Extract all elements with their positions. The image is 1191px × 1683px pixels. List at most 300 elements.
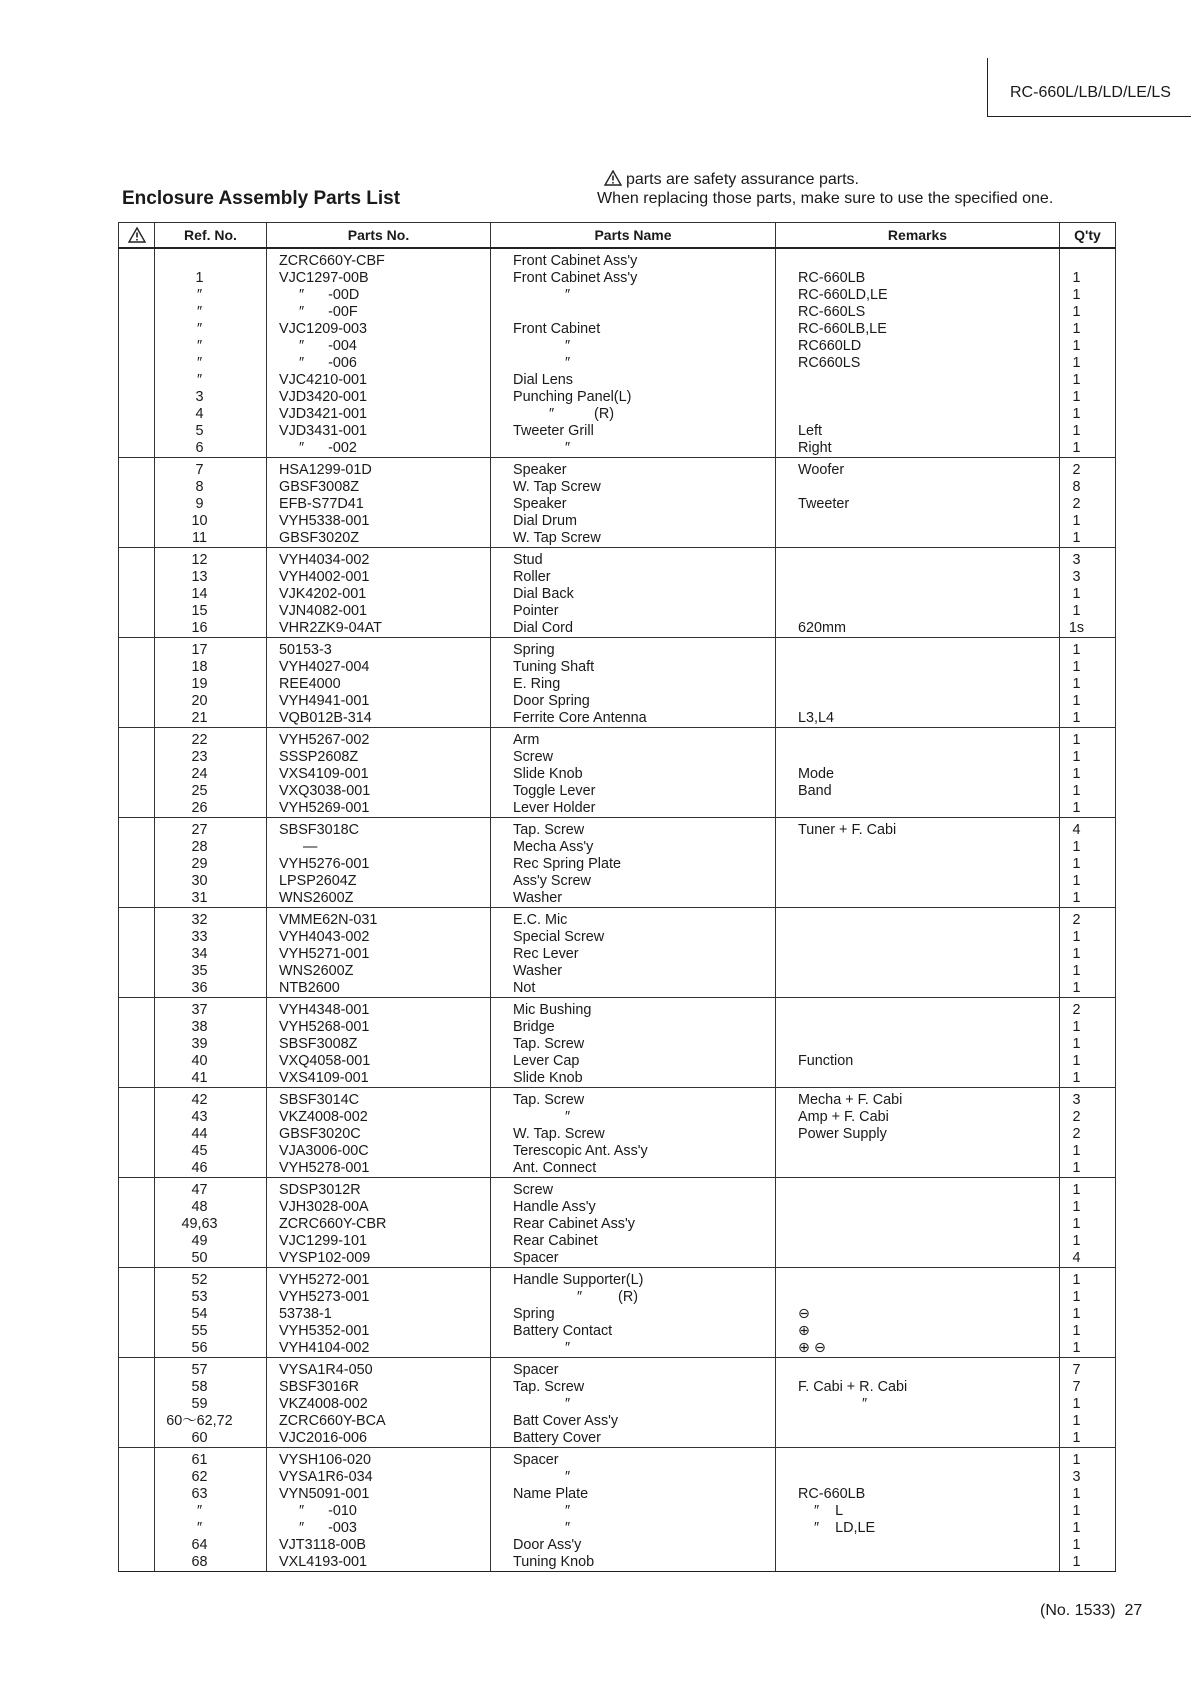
cell-line: [776, 980, 1059, 997]
cell-line: Terescopic Ant. Ass'y: [513, 1143, 648, 1159]
cell-line: 1: [1072, 530, 1081, 546]
cell-line: [119, 1486, 154, 1503]
remarks-header: Remarks: [776, 223, 1060, 249]
cell-line: [119, 552, 154, 569]
cell-line: [119, 270, 154, 287]
cell-line: Pointer: [513, 603, 559, 619]
ref-no-cell: [155, 1178, 267, 1268]
cell-line: 50153-3: [279, 642, 332, 658]
cell-line: [776, 1182, 1059, 1199]
cell-line: 46: [191, 1160, 208, 1176]
cell-line: 40: [191, 1053, 208, 1069]
cell-line: [119, 1340, 154, 1357]
table-header-row: [119, 223, 1116, 249]
cell-line: Tuning Knob: [513, 1554, 595, 1570]
cell-line: VKZ4008-002: [279, 1109, 368, 1125]
cell-line: [119, 839, 154, 856]
ref-no-cell: [155, 1088, 267, 1178]
parts-no-cell: [267, 458, 491, 548]
cell-line: [119, 1306, 154, 1323]
cell-line: ″: [196, 287, 203, 303]
cell-line: [119, 732, 154, 749]
cell-line: RC660LD: [798, 338, 862, 354]
cell-line: ″: [196, 1520, 203, 1536]
cell-line: Battery Contact: [513, 1323, 613, 1339]
cell-line: 1: [1072, 980, 1081, 996]
cell-line: VJD3421-001: [279, 406, 368, 422]
qty-cell: [1060, 998, 1116, 1088]
cell-line: Tweeter Grill: [513, 423, 594, 439]
table-row-group: [119, 998, 1116, 1088]
cell-line: 1: [1072, 1554, 1081, 1570]
cell-line: Tap. Screw: [513, 1036, 585, 1052]
cell-line: Front Cabinet: [513, 321, 601, 337]
cell-line: 1: [1072, 423, 1081, 439]
cell-line: VYH4043-002: [279, 929, 370, 945]
cell-line: [491, 304, 775, 321]
cell-line: 1: [1072, 1520, 1081, 1536]
cell-line: 38: [191, 1019, 208, 1035]
cell-line: VJT3118-00B: [279, 1537, 366, 1553]
cell-line: Tuner + F. Cabi: [798, 822, 897, 838]
cell-line: ″ -010: [279, 1503, 357, 1519]
cell-line: [119, 1396, 154, 1413]
cell-line: [776, 676, 1059, 693]
cell-line: Lever Cap: [513, 1053, 580, 1069]
cell-line: ⊖: [798, 1306, 811, 1322]
cell-line: 44: [191, 1126, 208, 1142]
cell-line: [119, 1036, 154, 1053]
cell-line: [119, 1520, 154, 1537]
cell-line: W. Tap. Screw: [513, 1126, 605, 1142]
ref-no-cell: [155, 1268, 267, 1358]
parts-name-header: Parts Name: [491, 223, 776, 249]
cell-line: ″: [513, 355, 571, 371]
cell-line: VYH5271-001: [279, 946, 370, 962]
safety-cell: [119, 248, 155, 458]
cell-line: Front Cabinet Ass'y: [513, 270, 638, 286]
cell-line: [776, 1143, 1059, 1160]
cell-line: VYH5269-001: [279, 800, 370, 816]
cell-line: [776, 530, 1059, 547]
parts-no-cell: [267, 638, 491, 728]
cell-line: VYN5091-001: [279, 1486, 370, 1502]
cell-line: 1: [1072, 1160, 1081, 1176]
remarks-cell: [776, 1268, 1060, 1358]
cell-line: ″ -00F: [279, 304, 358, 320]
cell-line: Amp + F. Cabi: [798, 1109, 889, 1125]
cell-line: Power Supply: [798, 1126, 887, 1142]
cell-line: 1: [1072, 800, 1081, 816]
cell-line: [776, 873, 1059, 890]
cell-line: [119, 929, 154, 946]
safety-notice-line1: [604, 170, 859, 189]
cell-line: 1: [1072, 1199, 1081, 1215]
cell-line: [119, 406, 154, 423]
cell-line: 35: [191, 963, 208, 979]
cell-line: [119, 1109, 154, 1126]
cell-line: ″: [513, 338, 571, 354]
cell-line: VYSP102-009: [279, 1250, 371, 1266]
cell-line: Lever Holder: [513, 800, 596, 816]
cell-line: 1: [1072, 783, 1081, 799]
cell-line: ″: [513, 1520, 571, 1536]
cell-line: RC660LS: [798, 355, 861, 371]
cell-line: VYH5272-001: [279, 1272, 370, 1288]
cell-line: [776, 372, 1059, 389]
cell-line: Door Spring: [513, 693, 590, 709]
cell-line: [119, 462, 154, 479]
table-row-group: [119, 728, 1116, 818]
cell-line: VYH4104-002: [279, 1340, 370, 1356]
cell-line: VJC2016-006: [279, 1430, 368, 1446]
cell-line: VJC1299-101: [279, 1233, 368, 1249]
cell-line: [776, 749, 1059, 766]
cell-line: VYH4034-002: [279, 552, 370, 568]
cell-line: ″: [196, 338, 203, 354]
cell-line: RC-660LD,LE: [798, 287, 888, 303]
cell-line: EFB-S77D41: [279, 496, 364, 512]
ref-no-cell: [155, 1358, 267, 1448]
cell-line: 1: [1072, 1070, 1081, 1086]
cell-line: Function: [798, 1053, 854, 1069]
ref-no-cell: [155, 818, 267, 908]
cell-line: 1: [1072, 1143, 1081, 1159]
parts-name-cell: [491, 998, 776, 1088]
cell-line: ″: [798, 1396, 868, 1412]
cell-line: 1: [1072, 1413, 1081, 1429]
table-row-group: [119, 1088, 1116, 1178]
parts-name-cell: [491, 1088, 776, 1178]
cell-line: 52: [191, 1272, 208, 1288]
cell-line: 14: [191, 586, 208, 602]
cell-line: VYH5267-002: [279, 732, 370, 748]
cell-line: ″: [196, 1503, 203, 1519]
cell-line: 62: [191, 1469, 208, 1485]
cell-line: [776, 856, 1059, 873]
cell-line: VJN4082-001: [279, 603, 368, 619]
cell-line: SBSF3016R: [279, 1379, 359, 1395]
cell-line: 1: [1072, 304, 1081, 320]
cell-line: Dial Drum: [513, 513, 577, 529]
cell-line: 1: [1072, 1289, 1081, 1305]
parts-name-cell: [491, 1358, 776, 1448]
cell-line: ⊕: [798, 1323, 811, 1339]
cell-line: Spacer: [513, 1452, 559, 1468]
cell-line: [776, 1002, 1059, 1019]
cell-line: Front Cabinet Ass'y: [513, 253, 638, 269]
cell-line: 1: [1072, 355, 1081, 371]
safety-cell: [119, 1448, 155, 1572]
cell-line: Dial Cord: [513, 620, 573, 636]
qty-cell: [1060, 458, 1116, 548]
cell-line: 54: [191, 1306, 208, 1322]
qty-header: Q'ty: [1060, 223, 1116, 249]
cell-line: Woofer: [798, 462, 845, 478]
cell-line: 1: [1072, 749, 1081, 765]
cell-line: 1: [1072, 603, 1081, 619]
cell-line: VYH5278-001: [279, 1160, 370, 1176]
model-header-box: [987, 58, 1191, 117]
cell-line: [119, 642, 154, 659]
remarks-cell: [776, 248, 1060, 458]
cell-line: Mecha Ass'y: [513, 839, 594, 855]
cell-line: Band: [798, 783, 832, 799]
qty-cell: [1060, 728, 1116, 818]
parts-no-cell: [267, 998, 491, 1088]
cell-line: VYH5352-001: [279, 1323, 370, 1339]
cell-line: ″: [513, 1396, 571, 1412]
cell-line: [119, 1182, 154, 1199]
cell-line: 36: [191, 980, 208, 996]
page-number: 27: [1124, 1602, 1143, 1619]
cell-line: Washer: [513, 963, 563, 979]
cell-line: VYH4348-001: [279, 1002, 370, 1018]
cell-line: 1: [1072, 1503, 1081, 1519]
cell-line: 1: [1072, 659, 1081, 675]
cell-line: VYSA1R4-050: [279, 1362, 373, 1378]
safety-cell: [119, 548, 155, 638]
cell-line: [776, 1452, 1059, 1469]
table-row-group: [119, 1358, 1116, 1448]
parts-name-cell: [491, 818, 776, 908]
cell-line: 2: [1072, 462, 1081, 478]
remarks-cell: [776, 548, 1060, 638]
parts-no-cell: [267, 1448, 491, 1572]
cell-line: 1: [1072, 1182, 1081, 1198]
cell-line: 4: [195, 406, 204, 422]
page-title: Enclosure Assembly Parts List: [122, 188, 401, 209]
cell-line: 1: [1072, 676, 1081, 692]
cell-line: 3: [1072, 552, 1081, 568]
cell-line: [776, 642, 1059, 659]
cell-line: [776, 1199, 1059, 1216]
cell-line: L3,L4: [798, 710, 835, 726]
cell-line: ″ -00D: [279, 287, 360, 303]
cell-line: VYH5273-001: [279, 1289, 370, 1305]
table-row-group: [119, 908, 1116, 998]
parts-name-cell: [491, 1268, 776, 1358]
cell-line: 1: [1072, 929, 1081, 945]
cell-line: 64: [191, 1537, 208, 1553]
cell-line: [776, 929, 1059, 946]
safety-cell: [119, 638, 155, 728]
cell-line: 2: [1072, 1109, 1081, 1125]
cell-line: VYH5276-001: [279, 856, 370, 872]
remarks-cell: [776, 1448, 1060, 1572]
cell-line: Door Ass'y: [513, 1537, 582, 1553]
cell-line: [119, 1250, 154, 1267]
cell-line: [119, 873, 154, 890]
cell-line: Rear Cabinet: [513, 1233, 598, 1249]
cell-line: 30: [191, 873, 208, 889]
table-row-group: [119, 458, 1116, 548]
remarks-cell: [776, 1178, 1060, 1268]
cell-line: VYH5338-001: [279, 513, 370, 529]
cell-line: 8: [195, 479, 204, 495]
cell-line: 1s: [1068, 620, 1085, 636]
cell-line: 3: [1072, 569, 1081, 585]
cell-line: SBSF3008Z: [279, 1036, 358, 1052]
cell-line: 55: [191, 1323, 208, 1339]
table-row-group: [119, 1448, 1116, 1572]
cell-line: ″: [513, 1469, 571, 1485]
cell-line: Battery Cover: [513, 1430, 601, 1446]
parts-name-cell: [491, 458, 776, 548]
cell-line: 19: [191, 676, 208, 692]
cell-line: 1: [1072, 338, 1081, 354]
cell-line: VQB012B-314: [279, 710, 372, 726]
cell-line: 1: [1072, 873, 1081, 889]
cell-line: [155, 253, 266, 270]
safety-cell: [119, 728, 155, 818]
safety-cell: [119, 458, 155, 548]
cell-line: VYSA1R6-034: [279, 1469, 373, 1485]
cell-line: Stud: [513, 552, 543, 568]
cell-line: 3: [1072, 1092, 1081, 1108]
cell-line: 1: [1072, 963, 1081, 979]
cell-line: VXS4109-001: [279, 766, 369, 782]
cell-line: Ass'y Screw: [513, 873, 591, 889]
cell-line: W. Tap Screw: [513, 479, 601, 495]
cell-line: ″: [513, 1503, 571, 1519]
qty-cell: [1060, 1088, 1116, 1178]
cell-line: [119, 423, 154, 440]
cell-line: [119, 800, 154, 817]
cell-line: 1: [1072, 1233, 1081, 1249]
cell-line: Tap. Screw: [513, 1092, 585, 1108]
cell-line: 7: [1072, 1362, 1081, 1378]
cell-line: VJK4202-001: [279, 586, 367, 602]
cell-line: 63: [191, 1486, 208, 1502]
cell-line: [776, 659, 1059, 676]
cell-line: 6: [195, 440, 204, 456]
ref-no-cell: [155, 1448, 267, 1572]
cell-line: Speaker: [513, 496, 567, 512]
cell-line: [119, 1554, 154, 1571]
cell-line: Tap. Screw: [513, 822, 585, 838]
warning-triangle-icon: [119, 227, 154, 243]
cell-line: [776, 479, 1059, 496]
cell-line: ZCRC660Y-CBF: [279, 253, 385, 269]
cell-line: Rear Cabinet Ass'y: [513, 1216, 635, 1232]
cell-line: [119, 321, 154, 338]
cell-line: ⊕ ⊖: [798, 1340, 827, 1356]
cell-line: 53: [191, 1289, 208, 1305]
cell-line: [119, 1160, 154, 1177]
cell-line: ″: [196, 304, 203, 320]
cell-line: Rec Lever: [513, 946, 579, 962]
cell-line: 29: [191, 856, 208, 872]
table-row-group: [119, 1178, 1116, 1268]
cell-line: 1: [1072, 839, 1081, 855]
cell-line: 61: [191, 1452, 208, 1468]
cell-line: 1: [1072, 1306, 1081, 1322]
cell-line: 1: [1072, 1053, 1081, 1069]
cell-line: 3: [1072, 1469, 1081, 1485]
cell-line: 1: [1072, 1340, 1081, 1356]
warning-triangle-icon: [604, 170, 622, 186]
cell-line: VHR2ZK9-04AT: [279, 620, 382, 636]
cell-line: [776, 1469, 1059, 1486]
cell-line: [119, 693, 154, 710]
cell-line: Name Plate: [513, 1486, 589, 1502]
cell-line: [119, 1126, 154, 1143]
cell-line: [119, 513, 154, 530]
cell-line: RC-660LB: [798, 1486, 866, 1502]
ref-no-cell: [155, 638, 267, 728]
cell-line: [776, 1233, 1059, 1250]
cell-line: 1: [1072, 1452, 1081, 1468]
cell-line: [119, 569, 154, 586]
cell-line: 50: [191, 1250, 208, 1266]
parts-no-cell: [267, 1088, 491, 1178]
cell-line: WNS2600Z: [279, 890, 354, 906]
cell-line: Washer: [513, 890, 563, 906]
cell-line: 17: [191, 642, 208, 658]
cell-line: [776, 1272, 1059, 1289]
cell-line: 1: [1072, 1272, 1081, 1288]
cell-line: 1: [1072, 642, 1081, 658]
cell-line: Ferrite Core Antenna: [513, 710, 647, 726]
remarks-cell: [776, 638, 1060, 728]
cell-line: 1: [1072, 1396, 1081, 1412]
cell-line: [119, 620, 154, 637]
cell-line: [119, 355, 154, 372]
parts-name-cell: [491, 638, 776, 728]
cell-line: Handle Supporter(L): [513, 1272, 644, 1288]
cell-line: 68: [191, 1554, 208, 1570]
ref-no-cell: [155, 998, 267, 1088]
cell-line: E. Ring: [513, 676, 561, 692]
remarks-cell: [776, 1088, 1060, 1178]
cell-line: [119, 946, 154, 963]
cell-line: [119, 659, 154, 676]
cell-line: [776, 552, 1059, 569]
cell-line: 1: [1072, 321, 1081, 337]
cell-line: 49,63: [181, 1216, 218, 1232]
table-row-group: [119, 818, 1116, 908]
cell-line: 3: [195, 389, 204, 405]
cell-line: [119, 980, 154, 997]
table-row-group: [119, 248, 1116, 458]
cell-line: 1: [1072, 513, 1081, 529]
cell-line: 47: [191, 1182, 208, 1198]
cell-line: [119, 710, 154, 727]
cell-line: Slide Knob: [513, 766, 583, 782]
cell-line: 27: [191, 822, 208, 838]
cell-line: 9: [195, 496, 204, 512]
cell-line: [119, 1053, 154, 1070]
safety-cell: [119, 1178, 155, 1268]
cell-line: SSSP2608Z: [279, 749, 359, 765]
cell-line: [776, 946, 1059, 963]
cell-line: GBSF3020Z: [279, 530, 359, 546]
parts-no-cell: [267, 1358, 491, 1448]
cell-line: GBSF3020C: [279, 1126, 361, 1142]
remarks-cell: [776, 458, 1060, 548]
cell-line: ″: [513, 1340, 571, 1356]
cell-line: Speaker: [513, 462, 567, 478]
cell-line: WNS2600Z: [279, 963, 354, 979]
cell-line: ″ -002: [279, 440, 357, 456]
cell-line: 620mm: [798, 620, 846, 636]
ref-no-header: Ref. No.: [155, 223, 267, 249]
cell-line: 1: [1072, 1537, 1081, 1553]
cell-line: 1: [1072, 710, 1081, 726]
cell-line: Not: [513, 980, 536, 996]
cell-line: 1: [1072, 1323, 1081, 1339]
